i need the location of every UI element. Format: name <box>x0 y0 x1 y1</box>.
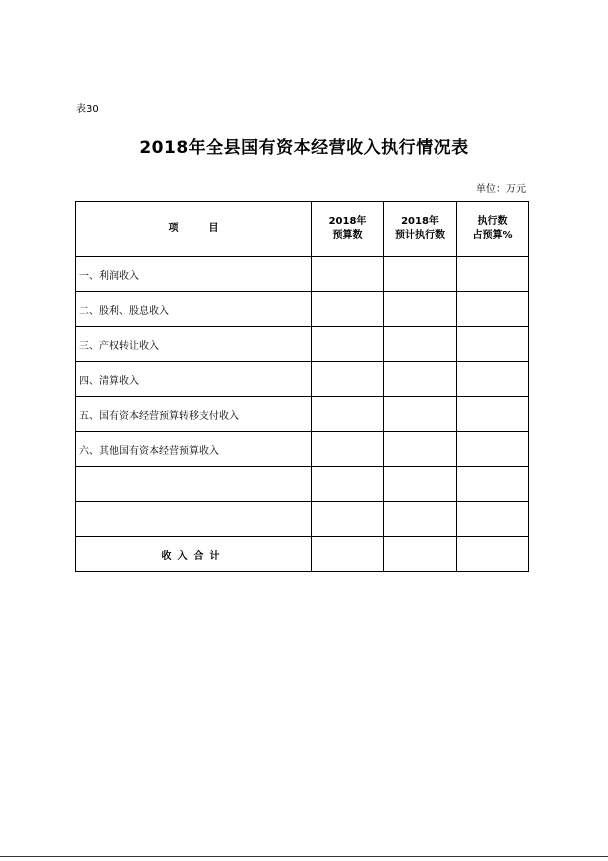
budget-cell <box>312 467 384 502</box>
table-number: 表30 <box>76 104 99 115</box>
estimate-cell <box>384 397 457 432</box>
total-budget-cell <box>312 537 384 572</box>
budget-cell <box>312 327 384 362</box>
estimate-cell <box>384 502 457 537</box>
row-label: 五、国有资本经营预算转移支付收入 <box>76 397 312 432</box>
total-ratio-cell <box>457 537 529 572</box>
header-estimate: 2018年 预计执行数 <box>384 202 457 257</box>
ratio-cell <box>457 397 529 432</box>
budget-cell <box>312 502 384 537</box>
page-bottom-divider <box>0 856 608 857</box>
budget-cell <box>312 292 384 327</box>
budget-cell <box>312 362 384 397</box>
row-label: 四、清算收入 <box>76 362 312 397</box>
table-row <box>76 397 529 432</box>
row-label: 一、利润收入 <box>76 257 312 292</box>
table-row <box>76 327 529 362</box>
ratio-cell <box>457 362 529 397</box>
ratio-cell <box>457 292 529 327</box>
table-row <box>76 467 529 502</box>
unit-label: 单位：万元 <box>476 184 526 195</box>
ratio-cell <box>457 467 529 502</box>
row-label: 六、其他国有资本经营预算收入 <box>76 432 312 467</box>
total-label: 收入合计 <box>76 537 312 572</box>
estimate-cell <box>384 292 457 327</box>
table-row <box>76 257 529 292</box>
ratio-cell <box>457 257 529 292</box>
total-row <box>76 537 529 572</box>
ratio-cell <box>457 327 529 362</box>
budget-cell <box>312 257 384 292</box>
table-row <box>76 502 529 537</box>
row-label: 二、股利、股息收入 <box>76 292 312 327</box>
estimate-cell <box>384 432 457 467</box>
estimate-cell <box>384 362 457 397</box>
table-row <box>76 432 529 467</box>
row-label <box>76 502 312 537</box>
table-row <box>76 362 529 397</box>
estimate-cell <box>384 327 457 362</box>
income-table <box>75 201 529 572</box>
estimate-cell <box>384 467 457 502</box>
header-ratio: 执行数 占预算% <box>457 202 529 257</box>
ratio-cell <box>457 432 529 467</box>
header-budget: 2018年 预算数 <box>312 202 384 257</box>
table-row <box>76 292 529 327</box>
ratio-cell <box>457 502 529 537</box>
budget-cell <box>312 397 384 432</box>
header-row <box>76 202 529 257</box>
page-title: 2018年全县国有资本经营收入执行情况表 <box>139 138 469 158</box>
row-label: 三、产权转让收入 <box>76 327 312 362</box>
estimate-cell <box>384 257 457 292</box>
total-estimate-cell <box>384 537 457 572</box>
header-item: 项 目 <box>76 202 312 257</box>
budget-cell <box>312 432 384 467</box>
row-label <box>76 467 312 502</box>
